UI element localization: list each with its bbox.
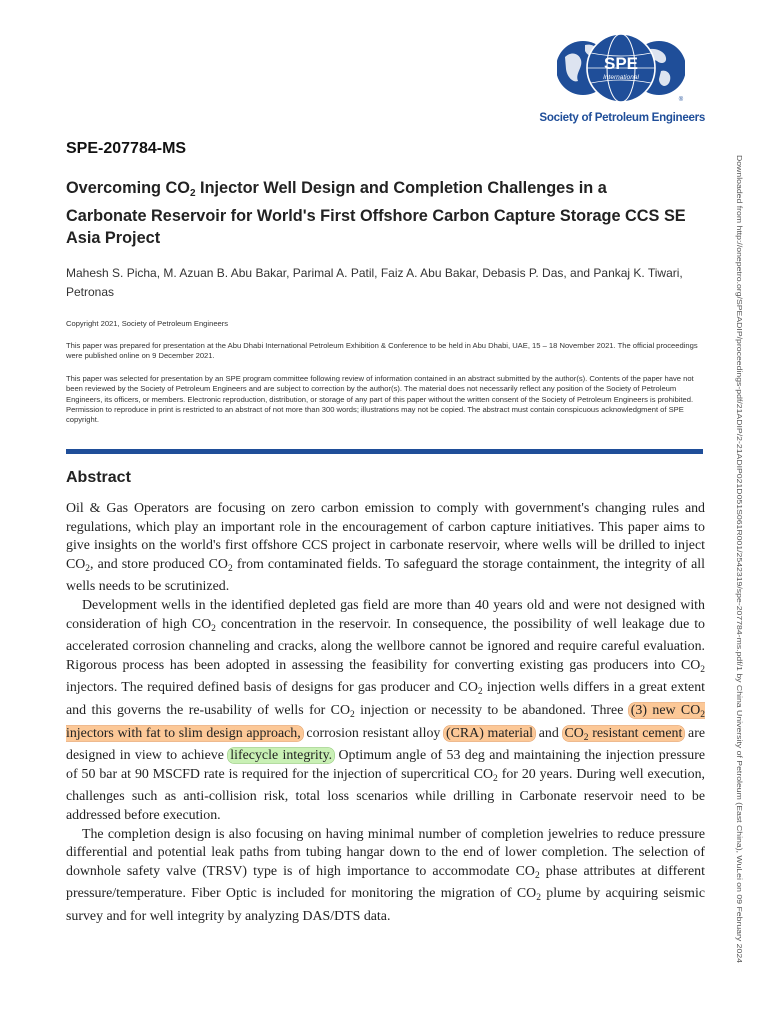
globe-icon bbox=[557, 33, 685, 103]
selection-note: This paper was selected for presentation by an SPE program committee following review of information contained in an abstract submitted by the author(s). Contents of the paper have not been reviewed by the Society of Petroleum Engineers and are subject to correction by the author(s). The material does not necessarily reflect any position of the Society of Petroleum Engineers, its officers, or members. Electronic reproduction, distribution, or storage of any part of this paper without the written consent of the Society of Petroleum Engineers is prohibited. Permission to reproduce in print is restricted to an abstract of not more than 300 words; illustrations may not be copied. The abstract must contain conspicuous acknowledgment of SPE copyright. bbox=[66, 374, 694, 425]
abstract-paragraph-1 bbox=[66, 500, 705, 597]
text-run: (CRA) material bbox=[446, 725, 534, 741]
paper-id: SPE-207784-MS bbox=[66, 140, 187, 157]
spe-logo bbox=[537, 33, 705, 125]
subscript: 2 bbox=[493, 773, 498, 784]
text-run: injection or necessity to be abandoned. Three bbox=[354, 702, 629, 718]
subscript: 2 bbox=[477, 687, 483, 698]
subscript: 2 bbox=[700, 664, 705, 675]
text-run: Optimum angle of 53 deg and maintaining the injection pressure of 50 bar at 90 MSCFD rate is required for the injection of supercritical CO bbox=[66, 748, 706, 782]
text-run: injectors. The required defined basis of designs for gas producer and CO bbox=[66, 680, 478, 696]
subscript: 2 bbox=[85, 563, 91, 574]
text-run: and bbox=[535, 725, 563, 741]
text-run: corrosion resistant alloy bbox=[302, 725, 445, 741]
title-subscript: 2 bbox=[189, 188, 196, 199]
author-list: Mahesh S. Picha, M. Azuan B. Abu Bakar, Parimal A. Patil, Faiz A. Abu Bakar, Debasis P. Das, and Pankaj K. Tiwari, Petronas bbox=[66, 266, 683, 299]
text-run: CO bbox=[564, 725, 584, 741]
subscript: 2 bbox=[700, 709, 705, 720]
text-run: concentration in the reservoir. In consequence, the possibility of well leakage due to accelerated corrosion channeling and cracks, along the wellbore cannot be ignored and require careful evaluation. Rigorous process has been adopted in assessing the feasibility for converting existing gas producers into CO bbox=[66, 616, 705, 673]
society-name: Society of Petroleum Engineers bbox=[539, 111, 705, 124]
subscript: 2 bbox=[536, 893, 541, 904]
text-run: The completion design is also focusing on having minimal number of completion jewelries to reduce pressure differential and potential leak paths from tubing hangar down to the end of lower completion. The selection of downhole safety valve (TRSV) type is of high importance to accommodate CO bbox=[66, 826, 705, 879]
copyright-notice: Copyright 2021, Society of Petroleum Engineers bbox=[66, 319, 229, 328]
subscript: 2 bbox=[211, 623, 216, 634]
paper-title bbox=[66, 177, 686, 249]
download-note: Downloaded from http://onepetro.org/SPEADIP/proceedings-pdf/21ADIP/2-21ADIP021D051S061R001/2542319/spe-207784-ms.pdf/1 by China University of Petroleum (East China), WuLei on 09 February 2024 bbox=[735, 155, 742, 796]
subscript: 2 bbox=[227, 563, 233, 574]
text-run: (3) new CO bbox=[630, 702, 701, 718]
subscript: 2 bbox=[349, 709, 355, 720]
download-watermark bbox=[734, 155, 744, 965]
registered-mark: ® bbox=[678, 97, 684, 103]
abstract-paragraph-3 bbox=[66, 826, 705, 927]
subscript: 2 bbox=[583, 732, 589, 743]
text-run: phase attributes at different pressure/temperature. Fiber Optic is included for monitoring the migration of CO bbox=[66, 863, 705, 902]
title-post: Injector Well Design and Completion Challenges in a Carbonate Reservoir for World's First Offshore Carbon Capture Storage CCS SE Asia Project bbox=[66, 179, 686, 247]
prepared-note: This paper was prepared for presentation at the Abu Dhabi International Petroleum Exhibition & Conference to be held in Abu Dhabi, UAE, 15 – 18 November 2021. The official proceedings were published online on 9 December 2021. bbox=[66, 341, 698, 361]
highlighted-text bbox=[228, 748, 334, 763]
title-pre: Overcoming CO bbox=[66, 179, 190, 197]
text-run: Development wells in the identified depleted gas field are more than 40 years old and were not designed with consideration of high CO bbox=[66, 597, 705, 632]
text-run: resistant cement bbox=[588, 725, 683, 741]
abstract-paragraph-2 bbox=[66, 597, 705, 826]
abstract-body bbox=[66, 500, 705, 926]
text-run: injection wells differs in a great extent and this governs the re-usability of wells for CO bbox=[66, 680, 706, 718]
text-run: lifecycle integrity. bbox=[230, 748, 333, 764]
logo-international-text: International bbox=[603, 74, 639, 81]
text-run: , and store produced CO bbox=[90, 556, 228, 572]
subscript: 2 bbox=[534, 870, 540, 881]
logo-spe-text: SPE bbox=[603, 54, 639, 73]
abstract-heading: Abstract bbox=[66, 469, 131, 486]
text-run: from contaminated fields. To safeguard the storage containment, the integrity of all wells needs to be scrutinized. bbox=[66, 556, 705, 595]
highlighted-text bbox=[563, 726, 685, 741]
section-divider bbox=[66, 449, 703, 454]
highlighted-text bbox=[444, 726, 535, 741]
text-run: for 20 years. During well execution, challenges such as anti-collision risk, total loss scenarios while drilling in Carbonate reservoir need to be addressed before execution. bbox=[66, 766, 705, 823]
text-run: Oil & Gas Operators are focusing on zero carbon emission to comply with government's changing rules and regulations, which play an important role in the encouragement of carbon capture initiatives. This paper aims to give insights on the world's first offshore CCS project in carbonate reservoir, where wells will be drilled to inject CO bbox=[66, 501, 705, 572]
text-run: are designed in view to achieve bbox=[66, 725, 705, 764]
text-run: injectors with fat to slim design approach, bbox=[66, 725, 301, 741]
text-run: plume by acquiring seismic survey and for well integrity by analyzing DAS/DTS data. bbox=[66, 886, 705, 924]
